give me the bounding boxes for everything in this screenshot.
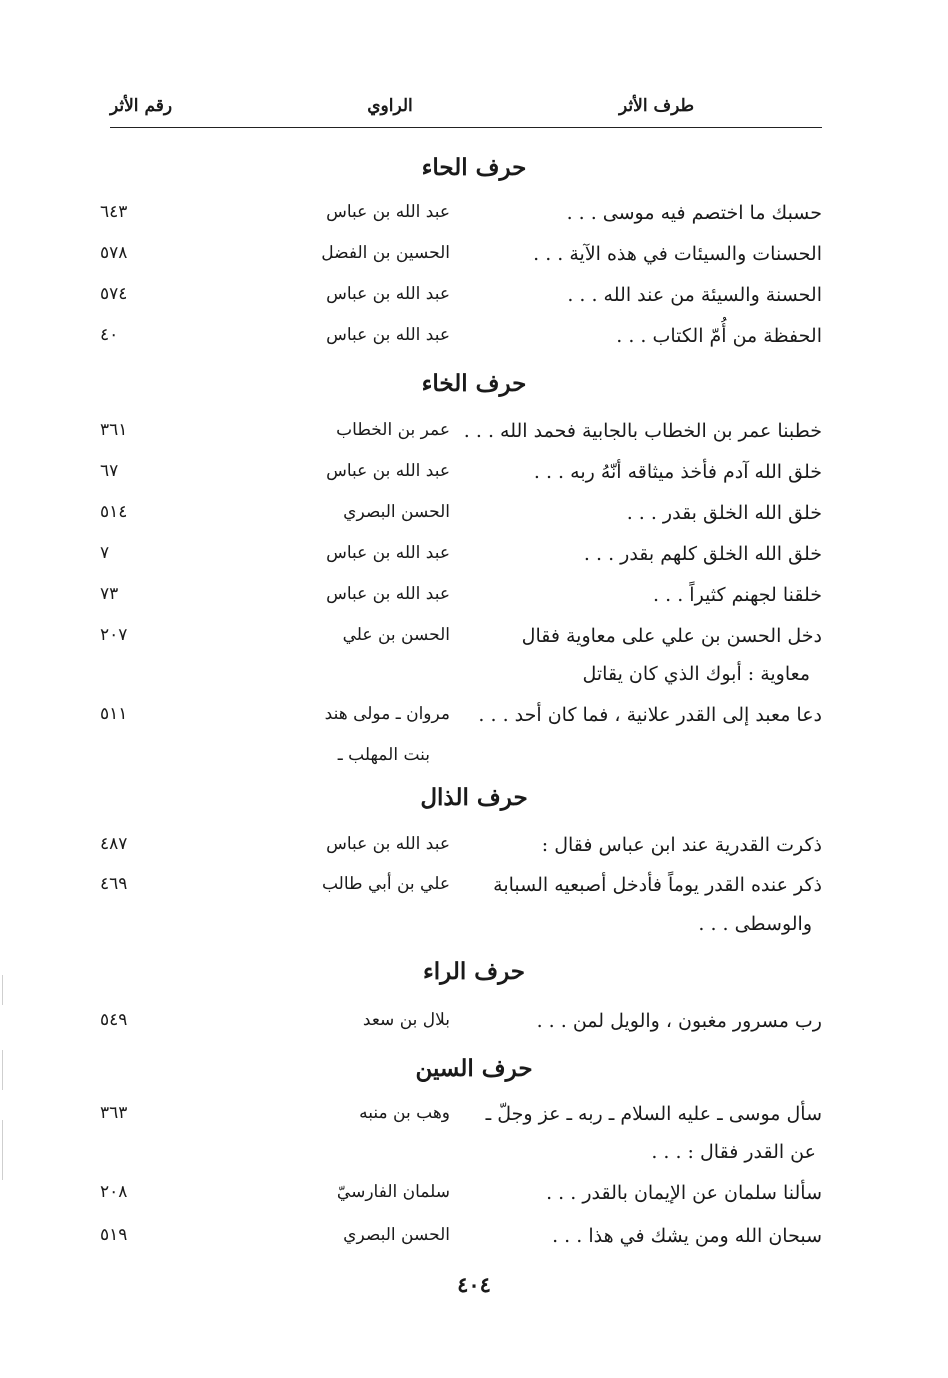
athar-text-continuation: والوسطى . . . [698, 913, 812, 935]
athar-text: خطبنا عمر بن الخطاب بالجابية فحمد الله . . . [463, 420, 822, 442]
table-row [0, 420, 948, 452]
athar-number: ٣٦٣ [100, 1103, 128, 1123]
table-row [0, 1182, 948, 1214]
athar-number: ٢٠٧ [100, 625, 128, 645]
table-row [0, 1010, 948, 1042]
narrator: عبد الله بن عباس [326, 543, 450, 563]
table-row [0, 1225, 948, 1257]
scan-edge-mark [2, 975, 3, 1005]
narrator: عمر بن الخطاب [336, 420, 450, 440]
athar-number: ٤٠ [100, 325, 119, 345]
athar-number: ٥١٤ [100, 502, 128, 522]
table-row [0, 834, 948, 866]
table-row [0, 704, 948, 736]
narrator: عبد الله بن عباس [326, 461, 450, 481]
athar-number: ٤٨٧ [100, 834, 128, 854]
athar-text: دخل الحسن بن علي على معاوية فقال [521, 625, 822, 647]
athar-text: خلقنا لجهنم كثيراً . . . [653, 584, 822, 606]
athar-number: ٥٧٨ [100, 243, 128, 263]
table-row [0, 625, 948, 657]
athar-number: ٥٤٩ [100, 1010, 128, 1030]
section-title: حرف الذال [420, 784, 528, 811]
column-header-number: رقم الأثر [110, 96, 173, 116]
athar-number: ٤٦٩ [100, 874, 128, 894]
athar-text: خلق الله الخلق كلهم بقدر . . . [583, 543, 822, 565]
section-title: حرف الخاء [421, 370, 527, 397]
table-row [0, 243, 948, 275]
header-rule [110, 127, 822, 128]
athar-text: الحسنات والسيئات في هذه الآية . . . [533, 243, 822, 265]
narrator: الحسن البصري [343, 502, 450, 522]
athar-text: ذكرت القدرية عند ابن عباس فقال : [541, 834, 822, 856]
narrator: بلال بن سعد [362, 1010, 450, 1030]
table-row [0, 202, 948, 234]
narrator: علي بن أبي طالب [321, 874, 450, 894]
athar-number: ٦٧ [100, 461, 119, 481]
athar-number: ٧ [100, 543, 110, 563]
table-row [0, 543, 948, 575]
column-header-narrator: الراوي [367, 96, 413, 116]
narrator: الحسين بن الفضل [321, 243, 450, 263]
section-title: حرف الراء [422, 958, 526, 985]
narrator-continuation: بنت المهلب ـ [337, 745, 430, 765]
narrator: الحسن البصري [343, 1225, 450, 1245]
athar-text: سبحان الله ومن يشك في هذا . . . [552, 1225, 822, 1247]
table-row [0, 502, 948, 534]
athar-text: حسبك ما اختصم فيه موسى . . . [566, 202, 822, 224]
scan-edge-mark [2, 1050, 3, 1090]
athar-number: ٥٧٤ [100, 284, 128, 304]
table-row [0, 584, 948, 616]
athar-text-continuation: معاوية : أبوك الذي كان يقاتل [582, 663, 810, 685]
page-number: ٤٠٤ [457, 1272, 491, 1297]
narrator: وهب بن منبه [359, 1103, 450, 1123]
athar-number: ٧٣ [100, 584, 119, 604]
narrator: مروان ـ مولى هند [324, 704, 450, 724]
section-title: حرف الحاء [421, 154, 527, 181]
athar-text-continuation: عن القدر فقال : . . . [651, 1141, 816, 1163]
athar-number: ٣٦١ [100, 420, 128, 440]
athar-text: رب مسرور مغبون ، والويل لمن . . . [536, 1010, 822, 1032]
athar-text: ذكر عنده القدر يوماً فأدخل أصبعيه السبابة [493, 874, 822, 896]
narrator: سلمان الفارسيّ [336, 1182, 450, 1202]
athar-text: خلق الله الخلق بقدر . . . [626, 502, 822, 524]
athar-text: الحفظة من أُمّ الكتاب . . . [616, 325, 822, 347]
section-title: حرف السين [415, 1055, 533, 1082]
athar-number: ٢٠٨ [100, 1182, 128, 1202]
athar-number: ٥١١ [100, 704, 128, 724]
athar-text: دعا معبد إلى القدر علانية ، فما كان أحد . . . [478, 704, 822, 726]
narrator: عبد الله بن عباس [326, 325, 450, 345]
narrator: عبد الله بن عباس [326, 284, 450, 304]
athar-text: خلق الله آدم فأخذ ميثاقه أنّهُ ربه . . . [533, 461, 822, 483]
scan-edge-mark [2, 1120, 3, 1180]
narrator: الحسن بن علي [342, 625, 450, 645]
athar-text: الحسنة والسيئة من عند الله . . . [567, 284, 822, 306]
athar-number: ٥١٩ [100, 1225, 128, 1245]
table-row [0, 1103, 948, 1135]
table-row [0, 325, 948, 357]
narrator: عبد الله بن عباس [326, 834, 450, 854]
narrator: عبد الله بن عباس [326, 584, 450, 604]
athar-text: سألنا سلمان عن الإيمان بالقدر . . . [546, 1182, 822, 1204]
table-row [0, 874, 948, 906]
athar-number: ٦٤٣ [100, 202, 128, 222]
athar-text: سأل موسى ـ عليه السلام ـ ربه ـ عز وجلّ ـ [485, 1103, 822, 1125]
table-row [0, 461, 948, 493]
table-row [0, 284, 948, 316]
narrator: عبد الله بن عباس [326, 202, 450, 222]
column-header-text: طرف الأثر [619, 96, 694, 116]
